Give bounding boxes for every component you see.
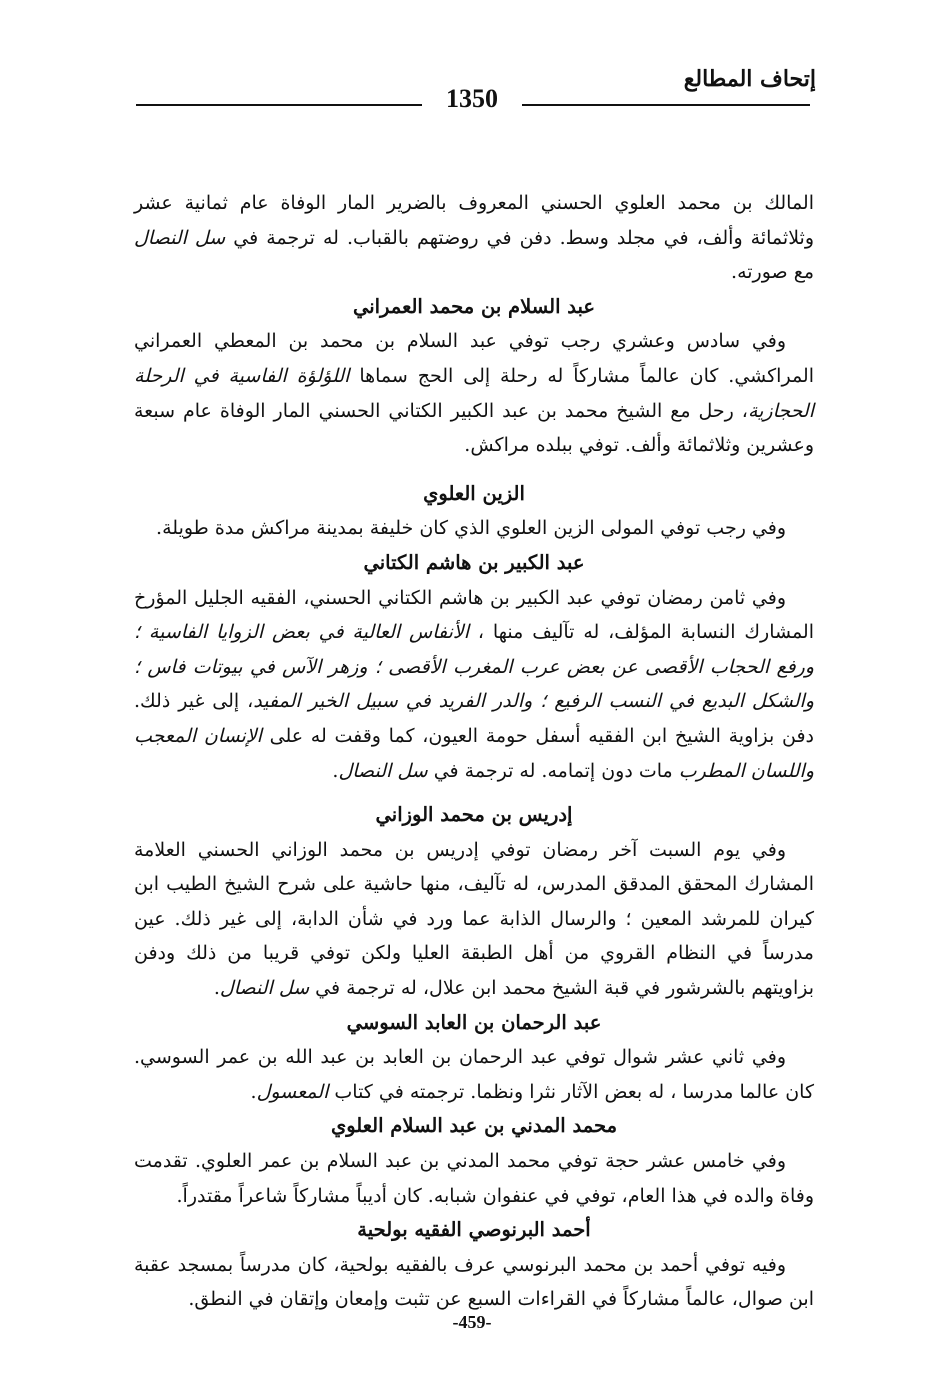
entry-heading: الزين العلوي [423, 481, 525, 505]
entry-paragraph: وفي ثامن رمضان توفي عبد الكبير بن هاشم الكتاني الحسني، الفقيه الجليل المؤرخ المشارك النسابة المؤلف، له تآليف منها ، الأنفاس العالية في بعض الزوايا الفاسية ؛ ورفع الحجاب الأقصى عن بعض عرب المغرب الأقصى ؛ وزهر الآس في بيوتات فاس ؛ والشكل البديع في النسب الرفيع ؛ والدر الفريد في سبيل الخير المفيد، إلى غير ذلك. دفن بزاوية الشيخ ابن الفقيه أسفل حومة العيون، كما وقفت له على الإنسان المعجب واللسان المطرب مات دون إتمامه. له ترجمة في سل النصال. [134, 586, 815, 782]
header-rule-left [136, 104, 422, 106]
entry-heading: عبد الرحمان بن العابد السوسي [346, 1010, 602, 1034]
entry-heading: أحمد البرنوصي الفقيه بولحية [357, 1218, 591, 1242]
entry-paragraph: وفي سادس وعشري رجب توفي عبد السلام بن محمد بن المعطي العمراني المراكشي. كان عالماً مشاركاً له رحلة إلى الحج سماها اللؤلؤة الفاسية في الرحلة الحجازية، رحل مع الشيخ محمد بن عبد الكبير الكتاني الحسني المار الوفاة عام سبعة وعشرين وثلاثمائة وألف. توفي ببلده مراكش. [134, 330, 814, 457]
entry-paragraph: وفي رجب توفي المولى الزين العلوي الذي كان خليفة بمدينة مراكش مدة طويلة. [156, 517, 786, 540]
entry-heading: عبد السلام بن محمد العمراني [352, 294, 596, 318]
entry-paragraph: وفي خامس عشر حجة توفي محمد المدني بن عبد السلام بن عمر العلوي. تقدمت وفاة والده في هذا العام، توفي في عنفوان شبابه. كان أديباً مشاركاً شاعراً مقتدراً. [134, 1150, 814, 1207]
header-rule-right [522, 104, 810, 106]
entry-paragraph: وفي ثاني عشر شوال توفي عبد الرحمان بن العابد بن عبد الله بن عمر السوسي. كان عالما مدرسا ، له بعض الآثار نثرا ونظما. ترجمته في كتاب المعسول. [134, 1046, 814, 1103]
year-heading: 1350 [446, 84, 498, 113]
entry-paragraph: وفي يوم السبت آخر رمضان توفي إدريس بن محمد الوزاني الحسني العلامة المشارك المحقق المدقق المدرس، له تآليف، منها حاشية على شرح الشيخ الطيب ابن كيران للمرشد المعين ؛ والرسال الذابة عما ورد في شأن الدابة، إلى غير ذلك. عين مدرساً في النظام القروي من أهل الطبقة العليا ولكن توفي قريبا من ذلك ودفن بزاويتهم بالشرشور في قبة الشيخ محمد ابن علال، له ترجمة في سل النصال. [134, 838, 814, 1000]
main-text [134, 186, 814, 1317]
page-number: -459- [452, 1312, 492, 1332]
entry-heading: محمد المدني بن عبد السلام العلوي [330, 1114, 618, 1138]
running-title: إتحاف المطالع [683, 66, 816, 92]
entry-continuation: المالك بن محمد العلوي الحسني المعروف بالضرير المار الوفاة عام ثمانية عشر وثلاثمائة وألف، في مجلد وسط. دفن في روضتهم بالقباب. له ترجمة في سل النصال مع صورته. [134, 192, 814, 284]
entry-heading: عبد الكبير بن هاشم الكتاني [363, 550, 585, 574]
entry-heading: إدريس بن محمد الوزاني [375, 803, 573, 827]
entry-paragraph: وفيه توفي أحمد بن محمد البرنوسي عرف بالفقيه بولحية، كان مدرساً بمسجد عقبة ابن صوال، عالماً مشاركاً في القراءات السبع عن تثبت وإمعان وإتقان في النطق. [134, 1253, 814, 1311]
